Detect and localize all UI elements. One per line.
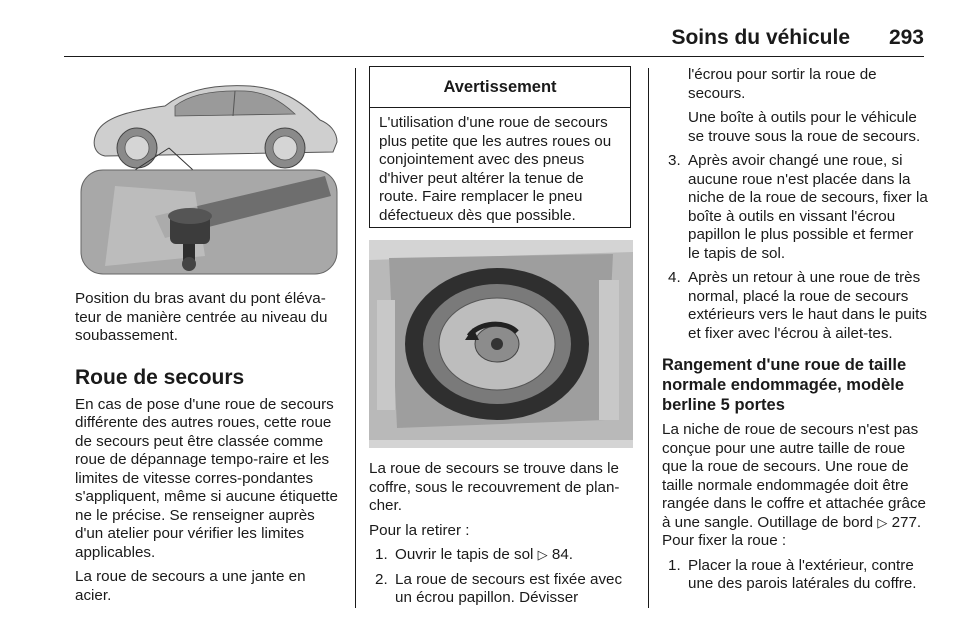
warning-box <box>369 66 631 228</box>
column-left <box>75 290 343 605</box>
step-number: 1. <box>668 556 681 574</box>
heading-damaged-wheel: Rangement d'une roue de taille normale endommagée, modèle berline 5 portes <box>662 356 907 414</box>
toolbox-note: Une boîte à outils pour le véhicule se trouve sous la roue de secours. <box>688 109 921 145</box>
paragraph-location: La roue de secours se trouve dans le coffre, sous le recouvrement de plan-cher. <box>369 460 620 514</box>
paragraph-spare-wheel: En cas de pose d'une roue de secours différente des autres roues, cette roue de secours peut être classée comme roue de dépannage tempo-raire et les limites de vitesse corres-pondantes s'appliquent, même si aucune étiquette ne le précise. Se renseigner auprès d'un atelier pour vérifier les limites applicables. <box>75 395 338 561</box>
column-divider-1 <box>355 68 356 608</box>
step-text: Ouvrir le tapis de sol <box>395 546 534 563</box>
page-header <box>0 26 960 56</box>
list-item <box>662 269 928 343</box>
header-rule <box>64 56 924 57</box>
fixing-steps <box>662 557 928 594</box>
spare-wheel-trunk-illustration <box>369 240 633 448</box>
warning-body: L'utilisation d'une roue de secours plus petite que les autres roues ou conjointement avec des pneus d'hiver peut altérer la tenue de route. Faire remplacer le pneu défectueux dès que possible. <box>379 114 612 224</box>
reference-arrow-icon: ▷ <box>877 514 888 530</box>
list-item <box>662 152 928 263</box>
list-item <box>662 557 928 594</box>
page-reference-link[interactable]: 84. <box>551 546 574 563</box>
section-title: Soins du véhicule <box>671 26 850 49</box>
warning-title: Avertissement <box>370 67 630 108</box>
removal-steps <box>369 546 633 608</box>
page-reference-link[interactable]: 277. Pour fixer la roue : <box>662 513 922 549</box>
step-number: 4. <box>668 269 681 286</box>
step-continuation: l'écrou pour sortir la roue de secours. <box>688 66 877 102</box>
reference-arrow-icon: ▷ <box>537 547 548 562</box>
heading-spare-wheel: Roue de secours <box>75 365 245 389</box>
column-divider-2 <box>648 68 649 608</box>
step-text: La roue de secours est fixée avec un écrou papillon. Dévisser <box>395 570 623 606</box>
column-middle <box>369 460 633 614</box>
figure-caption: Position du bras avant du pont éléva-teur de manière centrée au niveau du soubassement. <box>75 290 328 344</box>
storage-steps <box>662 152 928 343</box>
car-lift-point-illustration <box>75 66 343 278</box>
paragraph-steel-rim: La roue de secours a une jante en acier. <box>75 568 306 604</box>
step-text: Après avoir changé une roue, si aucune roue n'est placée dans la niche de la roue de secours, fixer la boîte à outils en vissant l'écrou papillon le plus possible et fermer le tapis de sol. <box>688 152 928 262</box>
step-number: 3. <box>668 152 681 169</box>
column-right <box>662 66 928 600</box>
step-number: 1. <box>375 546 388 563</box>
step-number: 2. <box>375 570 388 588</box>
list-item <box>369 571 633 608</box>
paragraph-text: La niche de roue de secours n'est pas conçue pour une autre taille de roue que la roue de secours. Une roue de taille normale endommagée doit être rangée dans le coffre et attachée grâce à une sangle. Outillage de bord <box>662 421 926 531</box>
page-number: 293 <box>888 26 924 49</box>
step-text: Placer la roue à l'extérieur, contre une des parois latérales du coffre. <box>688 556 917 592</box>
paragraph-remove-intro: Pour la retirer : <box>369 521 470 539</box>
paragraph-damaged-wheel <box>662 421 928 551</box>
step-text: Après un retour à une roue de très normal, placé la roue de secours extérieurs vers le haut dans le puits et fixer avec l'écrou à ailet-tes. <box>688 269 927 342</box>
list-item <box>369 546 633 565</box>
